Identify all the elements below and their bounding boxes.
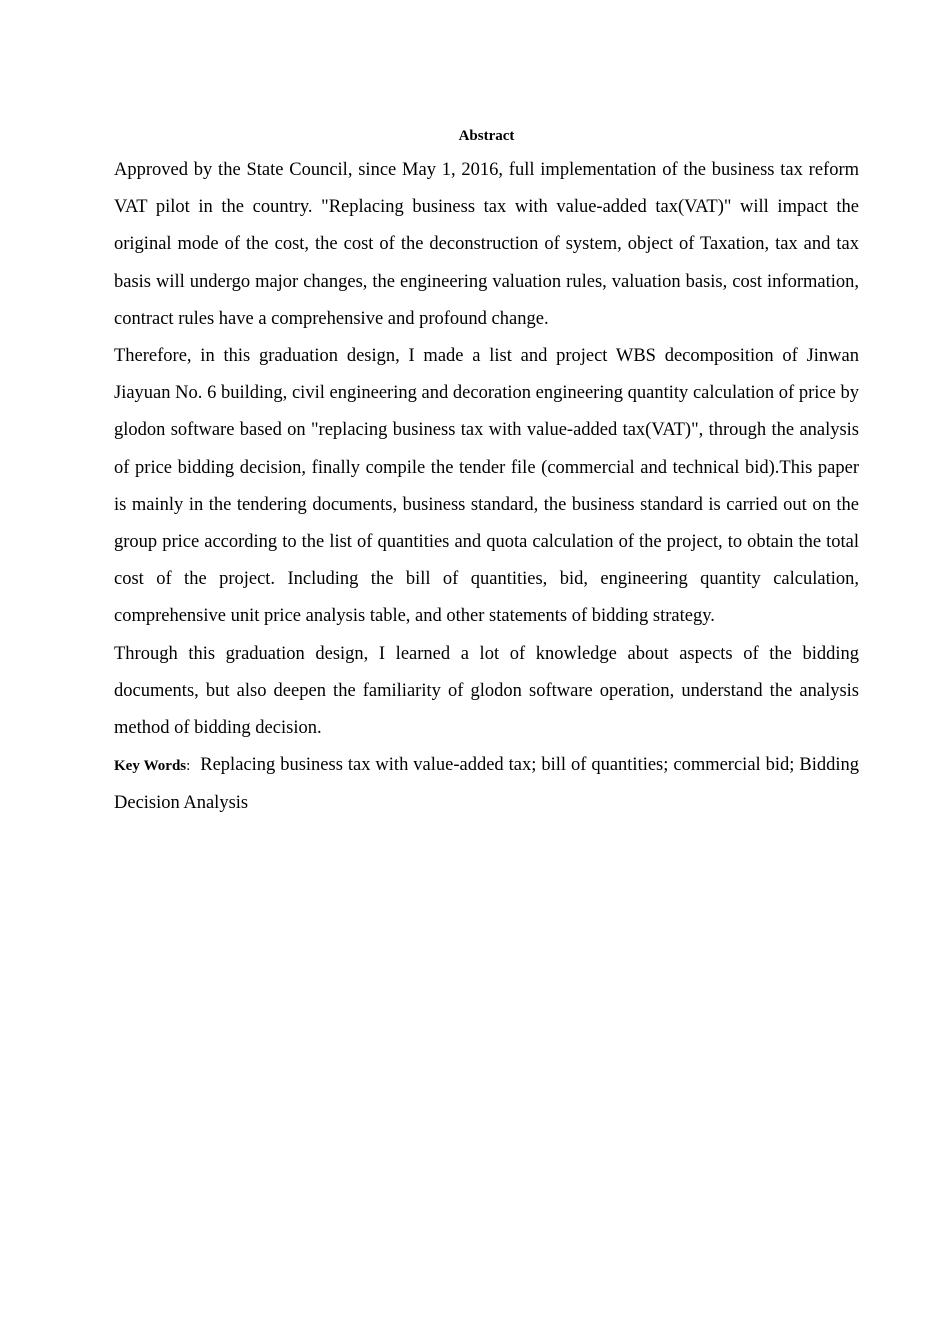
keywords-label: Key Words xyxy=(114,758,187,775)
keywords-line xyxy=(114,747,859,822)
keywords-separator: : xyxy=(186,758,191,775)
abstract-paragraph-1: Approved by the State Council, since May 1, 2016, full implementation of the business tax reform VAT pilot in the country. "Replacing business tax with value-added tax(VAT)" will impact the original mode of the cost, the cost of the deconstruction of system, object of Taxation, tax and tax basis will undergo major changes, the engineering valuation rules, valuation basis, cost information, contract rules have a comprehensive and profound change. xyxy=(114,160,859,329)
abstract-paragraph-2: Therefore, in this graduation design, I made a list and project WBS decomposition of Jinwan Jiayuan No. 6 building, civil engineering and decoration engineering quantity calculation of price by glodon software based on "replacing business tax with value-added tax(VAT)", through the analysis of price bidding decision, finally compile the tender file (commercial and technical bid).This paper is mainly in the tendering documents, business standard, the business standard is carried out on the group price according to the list of quantities and quota calculation of the project, to obtain the total cost of the project. Including the bill of quantities, bid, engineering quantity calculation, comprehensive unit price analysis table, and other statements of bidding strategy. xyxy=(114,346,859,627)
abstract-section xyxy=(114,124,859,823)
abstract-paragraph-3: Through this graduation design, I learned a lot of knowledge about aspects of the bidding documents, but also deepen the familiarity of glodon software operation, understand the analysis method of bidding decision. xyxy=(114,643,859,739)
abstract-title: Abstract xyxy=(458,128,515,144)
keywords-text: Replacing business tax with value-added tax; bill of quantities; commercial bid; Bidding Decision Analysis xyxy=(114,755,859,814)
